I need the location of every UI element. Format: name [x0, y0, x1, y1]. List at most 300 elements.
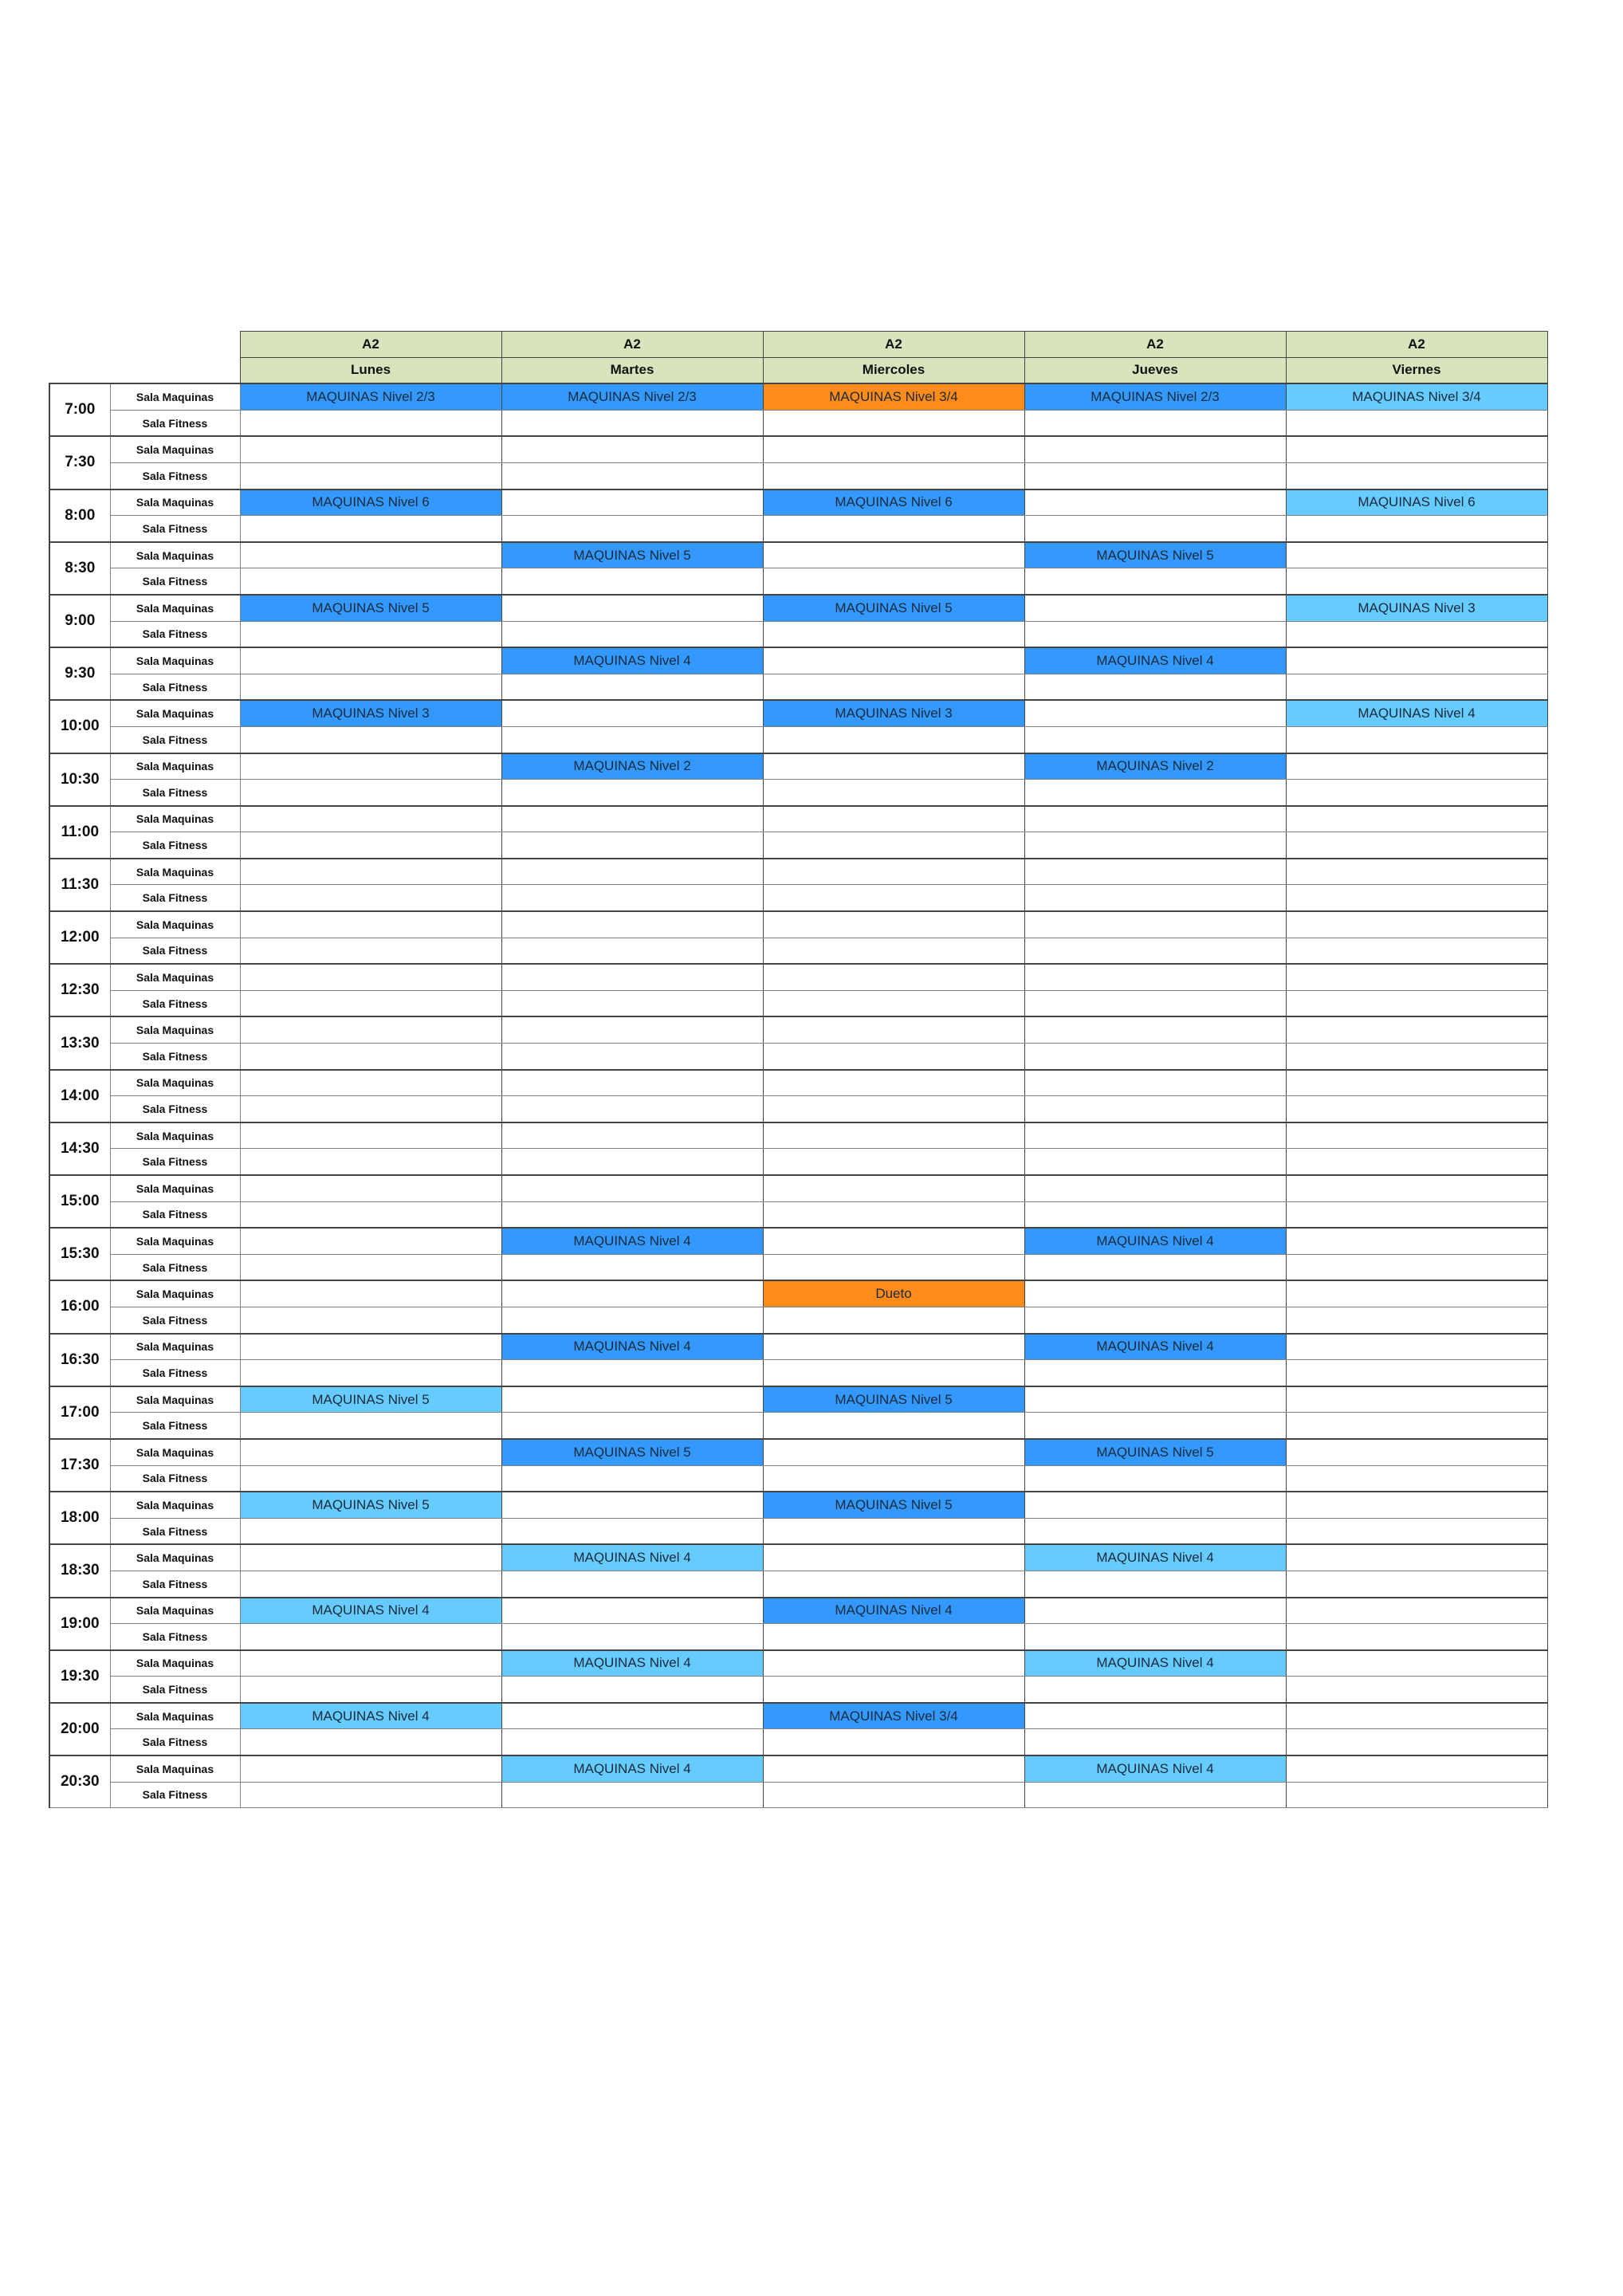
slot-row-fitness [49, 674, 1547, 700]
empty-cell [1286, 1201, 1547, 1228]
empty-cell [1286, 964, 1547, 990]
empty-cell [501, 1598, 763, 1624]
empty-cell [1024, 780, 1286, 806]
empty-cell [1024, 1492, 1286, 1518]
room-label-fitness: Sala Fitness [110, 462, 240, 489]
empty-cell [501, 489, 763, 516]
class-cell: MAQUINAS Nivel 3/4 [763, 1703, 1024, 1729]
empty-cell [1024, 1598, 1286, 1624]
header-group-cell: A2 [1024, 332, 1286, 358]
empty-cell [1286, 1044, 1547, 1070]
class-cell: MAQUINAS Nivel 4 [240, 1598, 501, 1624]
empty-cell [1024, 806, 1286, 832]
class-cell: MAQUINAS Nivel 4 [501, 1755, 763, 1782]
empty-cell [501, 1518, 763, 1544]
time-label: 16:00 [49, 1280, 110, 1333]
class-cell: Dueto [763, 1280, 1024, 1307]
class-cell: MAQUINAS Nivel 4 [501, 1544, 763, 1571]
empty-cell [1286, 1782, 1547, 1808]
empty-cell [501, 516, 763, 542]
slot-row-maquinas [49, 1439, 1547, 1465]
empty-cell [501, 1096, 763, 1122]
empty-cell [763, 1016, 1024, 1043]
time-label: 20:30 [49, 1755, 110, 1808]
slot-row-fitness [49, 726, 1547, 753]
empty-cell [1286, 410, 1547, 436]
empty-cell [501, 1307, 763, 1333]
empty-cell [501, 1571, 763, 1597]
room-label-maquinas: Sala Maquinas [110, 911, 240, 938]
empty-cell [763, 1782, 1024, 1808]
room-label-maquinas: Sala Maquinas [110, 1703, 240, 1729]
empty-cell [501, 1280, 763, 1307]
slot-row-fitness [49, 885, 1547, 911]
empty-cell [501, 1624, 763, 1650]
empty-cell [1024, 1624, 1286, 1650]
empty-cell [240, 1280, 501, 1307]
empty-cell [1024, 621, 1286, 647]
time-label: 18:30 [49, 1544, 110, 1597]
time-label: 9:30 [49, 647, 110, 700]
empty-cell [501, 964, 763, 990]
empty-cell [763, 568, 1024, 595]
room-label-fitness: Sala Fitness [110, 410, 240, 436]
slot-row-fitness [49, 1729, 1547, 1755]
empty-cell [1286, 647, 1547, 674]
class-cell: MAQUINAS Nivel 4 [501, 1650, 763, 1677]
empty-cell [763, 911, 1024, 938]
slot-row-fitness [49, 1677, 1547, 1703]
empty-cell [501, 1413, 763, 1439]
empty-cell [763, 806, 1024, 832]
empty-cell [1024, 885, 1286, 911]
time-label: 19:00 [49, 1598, 110, 1650]
empty-cell [763, 1175, 1024, 1201]
class-cell: MAQUINAS Nivel 4 [501, 1334, 763, 1360]
empty-cell [1286, 568, 1547, 595]
empty-cell [240, 410, 501, 436]
empty-cell [1024, 1175, 1286, 1201]
room-label-maquinas: Sala Maquinas [110, 1280, 240, 1307]
empty-cell [1286, 885, 1547, 911]
empty-cell [1024, 516, 1286, 542]
room-label-fitness: Sala Fitness [110, 1149, 240, 1175]
empty-cell [240, 1465, 501, 1492]
empty-cell [1024, 700, 1286, 726]
class-cell: MAQUINAS Nivel 4 [1024, 1228, 1286, 1254]
empty-cell [1286, 1703, 1547, 1729]
class-cell: MAQUINAS Nivel 6 [763, 489, 1024, 516]
empty-cell [763, 1254, 1024, 1280]
empty-cell [240, 1677, 501, 1703]
empty-cell [240, 1624, 501, 1650]
time-label: 7:00 [49, 383, 110, 436]
time-label: 17:30 [49, 1439, 110, 1492]
class-cell: MAQUINAS Nivel 5 [1024, 1439, 1286, 1465]
empty-cell [1024, 462, 1286, 489]
slot-row-maquinas [49, 753, 1547, 780]
time-label: 19:30 [49, 1650, 110, 1703]
slot-row-fitness [49, 1782, 1547, 1808]
class-cell: MAQUINAS Nivel 4 [1286, 700, 1547, 726]
empty-cell [501, 1729, 763, 1755]
empty-cell [1286, 1598, 1547, 1624]
room-label-fitness: Sala Fitness [110, 1624, 240, 1650]
empty-cell [763, 1307, 1024, 1333]
empty-cell [763, 1465, 1024, 1492]
slot-row-fitness [49, 1518, 1547, 1544]
empty-cell [763, 410, 1024, 436]
time-label: 20:00 [49, 1703, 110, 1755]
empty-cell [763, 1571, 1024, 1597]
empty-cell [240, 1544, 501, 1571]
empty-cell [1024, 1201, 1286, 1228]
room-label-maquinas: Sala Maquinas [110, 1439, 240, 1465]
empty-cell [501, 410, 763, 436]
empty-cell [763, 1149, 1024, 1175]
empty-cell [1024, 1518, 1286, 1544]
empty-cell [1024, 964, 1286, 990]
header-corner [49, 357, 110, 383]
header-group-cell: A2 [1286, 332, 1547, 358]
header-corner [110, 357, 240, 383]
header-day-martes: Martes [501, 357, 763, 383]
empty-cell [1024, 436, 1286, 462]
room-label-fitness: Sala Fitness [110, 1518, 240, 1544]
empty-cell [240, 1782, 501, 1808]
empty-cell [1024, 1386, 1286, 1413]
slot-row-fitness [49, 462, 1547, 489]
empty-cell [763, 1544, 1024, 1571]
time-label: 10:00 [49, 700, 110, 753]
slot-row-fitness [49, 1307, 1547, 1333]
slot-row-maquinas [49, 1016, 1547, 1043]
empty-cell [240, 938, 501, 964]
header-corner [110, 332, 240, 358]
empty-cell [240, 780, 501, 806]
room-label-fitness: Sala Fitness [110, 1096, 240, 1122]
class-cell: MAQUINAS Nivel 5 [501, 542, 763, 568]
empty-cell [240, 568, 501, 595]
class-cell: MAQUINAS Nivel 5 [240, 595, 501, 621]
empty-cell [1024, 726, 1286, 753]
empty-cell [1286, 1386, 1547, 1413]
room-label-maquinas: Sala Maquinas [110, 1598, 240, 1624]
slot-row-fitness [49, 1413, 1547, 1439]
room-label-maquinas: Sala Maquinas [110, 1650, 240, 1677]
empty-cell [1024, 1465, 1286, 1492]
empty-cell [1024, 832, 1286, 859]
time-label: 13:30 [49, 1016, 110, 1069]
empty-cell [763, 964, 1024, 990]
room-label-maquinas: Sala Maquinas [110, 595, 240, 621]
header-day-lunes: Lunes [240, 357, 501, 383]
empty-cell [1286, 1280, 1547, 1307]
empty-cell [1024, 1254, 1286, 1280]
empty-cell [501, 911, 763, 938]
empty-cell [240, 1729, 501, 1755]
slot-row-fitness [49, 516, 1547, 542]
room-label-fitness: Sala Fitness [110, 516, 240, 542]
room-label-fitness: Sala Fitness [110, 1254, 240, 1280]
empty-cell [763, 1044, 1024, 1070]
class-cell: MAQUINAS Nivel 5 [763, 1386, 1024, 1413]
empty-cell [1286, 1755, 1547, 1782]
slot-row-fitness [49, 1201, 1547, 1228]
empty-cell [1286, 1465, 1547, 1492]
slot-row-maquinas [49, 1122, 1547, 1149]
empty-cell [240, 1070, 501, 1096]
empty-cell [1024, 911, 1286, 938]
empty-cell [763, 674, 1024, 700]
room-label-maquinas: Sala Maquinas [110, 542, 240, 568]
slot-row-maquinas [49, 1334, 1547, 1360]
class-cell: MAQUINAS Nivel 2/3 [240, 383, 501, 410]
empty-cell [1286, 1729, 1547, 1755]
empty-cell [1286, 1175, 1547, 1201]
slot-row-fitness [49, 1465, 1547, 1492]
empty-cell [1286, 1413, 1547, 1439]
slot-row-maquinas [49, 1492, 1547, 1518]
room-label-fitness: Sala Fitness [110, 1307, 240, 1333]
class-cell: MAQUINAS Nivel 5 [763, 595, 1024, 621]
room-label-fitness: Sala Fitness [110, 568, 240, 595]
empty-cell [240, 1228, 501, 1254]
empty-cell [501, 806, 763, 832]
slot-row-maquinas [49, 1280, 1547, 1307]
empty-cell [1024, 1122, 1286, 1149]
room-label-fitness: Sala Fitness [110, 1413, 240, 1439]
slot-row-fitness [49, 1044, 1547, 1070]
slot-row-maquinas [49, 595, 1547, 621]
time-label: 14:30 [49, 1122, 110, 1175]
time-label: 15:00 [49, 1175, 110, 1228]
empty-cell [763, 780, 1024, 806]
room-label-maquinas: Sala Maquinas [110, 647, 240, 674]
empty-cell [1286, 1677, 1547, 1703]
empty-cell [1024, 1149, 1286, 1175]
empty-cell [1024, 1703, 1286, 1729]
empty-cell [1024, 1677, 1286, 1703]
class-cell: MAQUINAS Nivel 5 [1024, 542, 1286, 568]
header-day-viernes: Viernes [1286, 357, 1547, 383]
room-label-maquinas: Sala Maquinas [110, 964, 240, 990]
empty-cell [240, 1016, 501, 1043]
room-label-fitness: Sala Fitness [110, 1201, 240, 1228]
empty-cell [501, 1149, 763, 1175]
empty-cell [1024, 568, 1286, 595]
header-group-cell: A2 [763, 332, 1024, 358]
empty-cell [1024, 1044, 1286, 1070]
empty-cell [240, 1413, 501, 1439]
empty-cell [1024, 1782, 1286, 1808]
empty-cell [240, 806, 501, 832]
empty-cell [240, 1201, 501, 1228]
slot-row-fitness [49, 1254, 1547, 1280]
empty-cell [501, 726, 763, 753]
room-label-fitness: Sala Fitness [110, 780, 240, 806]
room-label-maquinas: Sala Maquinas [110, 1175, 240, 1201]
room-label-fitness: Sala Fitness [110, 1729, 240, 1755]
empty-cell [1024, 1280, 1286, 1307]
slot-row-maquinas [49, 647, 1547, 674]
empty-cell [1024, 1307, 1286, 1333]
empty-cell [763, 938, 1024, 964]
room-label-fitness: Sala Fitness [110, 1571, 240, 1597]
class-cell: MAQUINAS Nivel 6 [1286, 489, 1547, 516]
header-corner [49, 332, 110, 358]
empty-cell [763, 885, 1024, 911]
empty-cell [501, 436, 763, 462]
slot-row-maquinas [49, 1703, 1547, 1729]
slot-row-maquinas [49, 1598, 1547, 1624]
time-label: 9:00 [49, 595, 110, 647]
empty-cell [1024, 990, 1286, 1016]
class-cell: MAQUINAS Nivel 2 [501, 753, 763, 780]
empty-cell [763, 726, 1024, 753]
empty-cell [501, 885, 763, 911]
empty-cell [763, 1729, 1024, 1755]
empty-cell [240, 1044, 501, 1070]
empty-cell [501, 859, 763, 885]
class-cell: MAQUINAS Nivel 3 [763, 700, 1024, 726]
empty-cell [501, 1703, 763, 1729]
room-label-fitness: Sala Fitness [110, 621, 240, 647]
schedule-table [49, 331, 1548, 1808]
header-group-cell: A2 [240, 332, 501, 358]
slot-row-maquinas [49, 964, 1547, 990]
empty-cell [1286, 1070, 1547, 1096]
class-cell: MAQUINAS Nivel 5 [763, 1492, 1024, 1518]
class-cell: MAQUINAS Nivel 2 [1024, 753, 1286, 780]
empty-cell [1286, 1492, 1547, 1518]
empty-cell [763, 647, 1024, 674]
empty-cell [501, 780, 763, 806]
empty-cell [1286, 542, 1547, 568]
empty-cell [763, 990, 1024, 1016]
slot-row-maquinas [49, 489, 1547, 516]
slot-row-maquinas [49, 1070, 1547, 1096]
class-cell: MAQUINAS Nivel 3/4 [1286, 383, 1547, 410]
header-group-row [49, 332, 1547, 358]
empty-cell [240, 885, 501, 911]
empty-cell [1286, 806, 1547, 832]
room-label-fitness: Sala Fitness [110, 938, 240, 964]
empty-cell [1024, 938, 1286, 964]
room-label-maquinas: Sala Maquinas [110, 436, 240, 462]
class-cell: MAQUINAS Nivel 2/3 [1024, 383, 1286, 410]
empty-cell [501, 462, 763, 489]
empty-cell [240, 753, 501, 780]
empty-cell [501, 621, 763, 647]
room-label-maquinas: Sala Maquinas [110, 383, 240, 410]
empty-cell [1286, 1544, 1547, 1571]
empty-cell [501, 938, 763, 964]
slot-row-fitness [49, 1149, 1547, 1175]
room-label-maquinas: Sala Maquinas [110, 859, 240, 885]
slot-row-maquinas [49, 542, 1547, 568]
empty-cell [1286, 1096, 1547, 1122]
time-label: 8:00 [49, 489, 110, 542]
room-label-fitness: Sala Fitness [110, 1677, 240, 1703]
class-cell: MAQUINAS Nivel 4 [763, 1598, 1024, 1624]
class-cell: MAQUINAS Nivel 5 [240, 1492, 501, 1518]
empty-cell [240, 462, 501, 489]
time-label: 15:30 [49, 1228, 110, 1280]
empty-cell [240, 1571, 501, 1597]
empty-cell [1286, 1439, 1547, 1465]
empty-cell [501, 1782, 763, 1808]
class-cell: MAQUINAS Nivel 4 [1024, 1650, 1286, 1677]
room-label-maquinas: Sala Maquinas [110, 1334, 240, 1360]
empty-cell [763, 1096, 1024, 1122]
room-label-fitness: Sala Fitness [110, 990, 240, 1016]
empty-cell [1024, 1070, 1286, 1096]
empty-cell [763, 859, 1024, 885]
empty-cell [1024, 1360, 1286, 1386]
class-cell: MAQUINAS Nivel 3/4 [763, 383, 1024, 410]
empty-cell [1024, 595, 1286, 621]
empty-cell [1024, 489, 1286, 516]
empty-cell [240, 1650, 501, 1677]
empty-cell [1024, 1096, 1286, 1122]
empty-cell [501, 568, 763, 595]
room-label-maquinas: Sala Maquinas [110, 806, 240, 832]
header-day-miercoles: Miercoles [763, 357, 1024, 383]
class-cell: MAQUINAS Nivel 4 [240, 1703, 501, 1729]
empty-cell [501, 1122, 763, 1149]
empty-cell [763, 462, 1024, 489]
empty-cell [1286, 1624, 1547, 1650]
empty-cell [501, 1070, 763, 1096]
empty-cell [501, 1201, 763, 1228]
empty-cell [1286, 621, 1547, 647]
empty-cell [1286, 990, 1547, 1016]
room-label-fitness: Sala Fitness [110, 1044, 240, 1070]
empty-cell [1286, 1149, 1547, 1175]
empty-cell [240, 832, 501, 859]
empty-cell [1286, 1307, 1547, 1333]
empty-cell [1286, 1650, 1547, 1677]
empty-cell [1286, 436, 1547, 462]
empty-cell [501, 990, 763, 1016]
empty-cell [501, 1386, 763, 1413]
time-label: 12:00 [49, 911, 110, 964]
empty-cell [240, 1122, 501, 1149]
empty-cell [501, 1677, 763, 1703]
empty-cell [501, 832, 763, 859]
empty-cell [240, 964, 501, 990]
empty-cell [501, 595, 763, 621]
room-label-maquinas: Sala Maquinas [110, 753, 240, 780]
class-cell: MAQUINAS Nivel 3 [240, 700, 501, 726]
room-label-maquinas: Sala Maquinas [110, 1386, 240, 1413]
empty-cell [240, 1334, 501, 1360]
slot-row-fitness [49, 1571, 1547, 1597]
empty-cell [240, 911, 501, 938]
header-group-cell: A2 [501, 332, 763, 358]
room-label-maquinas: Sala Maquinas [110, 1070, 240, 1096]
empty-cell [763, 436, 1024, 462]
empty-cell [1286, 859, 1547, 885]
empty-cell [1024, 410, 1286, 436]
empty-cell [763, 621, 1024, 647]
empty-cell [1286, 938, 1547, 964]
empty-cell [240, 674, 501, 700]
empty-cell [240, 1149, 501, 1175]
empty-cell [240, 542, 501, 568]
slot-row-maquinas [49, 1650, 1547, 1677]
